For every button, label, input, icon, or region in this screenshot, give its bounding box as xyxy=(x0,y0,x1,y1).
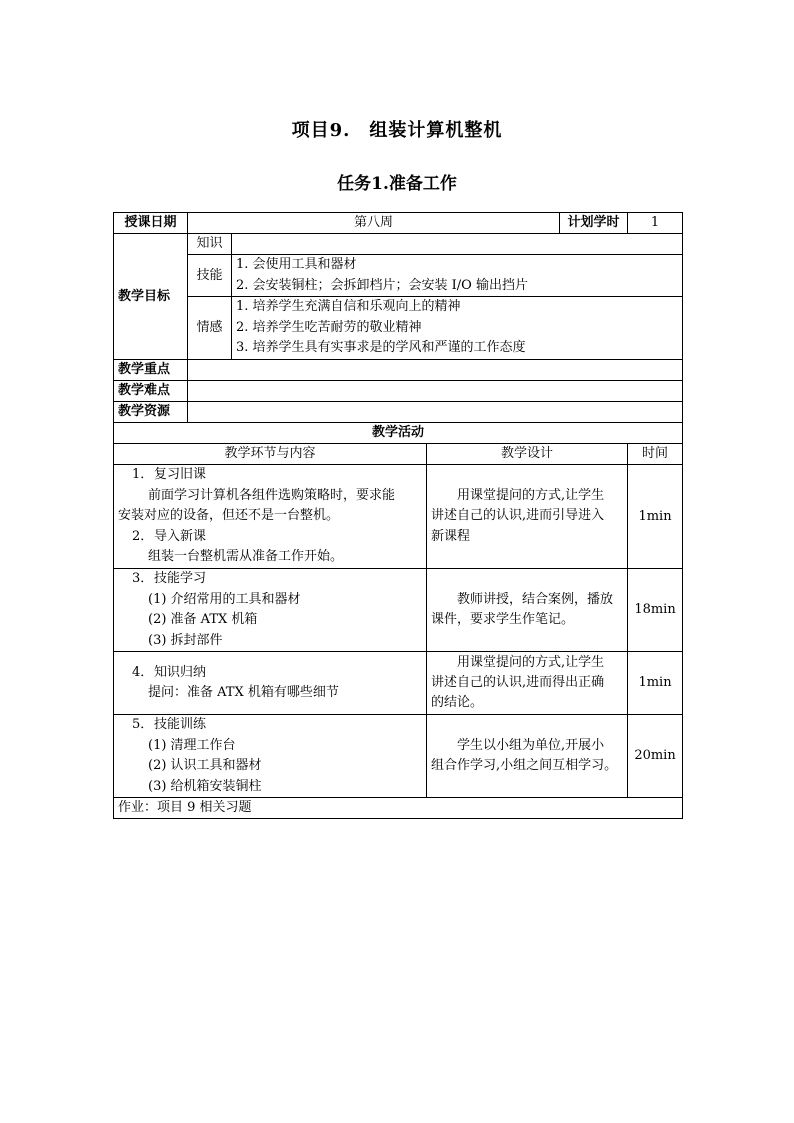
activity-time: 1min xyxy=(628,465,683,569)
activity-line: (2) 准备 ATX 机箱 xyxy=(148,612,258,627)
emotion-item: 1. 培养学生充满自信和乐观向上的精神 xyxy=(236,299,461,315)
activity-number: 3． xyxy=(132,571,154,586)
activity-line: (3) 给机箱安装铜柱 xyxy=(148,778,262,794)
activity-row xyxy=(114,652,683,715)
activity-line: (1) 清理工作台 xyxy=(148,737,236,753)
knowledge-label: 知识 xyxy=(188,234,232,255)
activity-content xyxy=(114,715,427,798)
resources-row xyxy=(114,402,683,423)
activity-line xyxy=(118,527,422,548)
difficulty-row xyxy=(114,381,683,402)
focus-label: 教学重点 xyxy=(114,360,188,381)
skill-label: 技能 xyxy=(188,255,232,297)
activity-number: 4． xyxy=(132,664,154,680)
focus-row xyxy=(114,360,683,381)
emotion-content xyxy=(232,297,683,360)
activity-content xyxy=(114,569,427,652)
design-line: 教师讲授，结合案例，播放 xyxy=(457,591,614,607)
homework-row xyxy=(114,798,683,819)
activity-design xyxy=(427,715,628,798)
design-line: 学生以小组为单位,开展小 xyxy=(457,737,605,753)
focus-content xyxy=(188,360,683,381)
activity-line xyxy=(118,715,422,736)
design-line: 讲述自己的认识,进而得出正确 xyxy=(431,674,605,690)
activities-title-row xyxy=(114,423,683,444)
skill-item: 1. 会使用工具和器材 xyxy=(236,257,357,272)
activity-time: 18min xyxy=(628,569,683,652)
column-time-header: 时间 xyxy=(628,444,683,465)
design-line: 课件，要求学生作笔记。 xyxy=(431,611,575,627)
column-design-header: 教学设计 xyxy=(427,444,628,465)
activity-content xyxy=(114,652,427,715)
activity-line xyxy=(118,465,422,486)
activity-heading: 技能学习 xyxy=(154,571,207,586)
activity-line: (1) 介绍常用的工具和器材 xyxy=(148,591,301,607)
design-line: 讲述自己的认识,进而引导进入 xyxy=(431,508,605,523)
homework: 作业：项目 9 相关习题 xyxy=(114,798,683,819)
activity-line: 前面学习计算机各组件选购策略时，要求能 xyxy=(148,487,396,503)
difficulty-content xyxy=(188,381,683,402)
emotion-item: 2. 培养学生吃苦耐劳的敬业精神 xyxy=(236,319,422,335)
activity-design xyxy=(427,652,628,715)
hours-value: 1 xyxy=(628,213,683,234)
activity-content xyxy=(114,465,427,569)
activity-line: 提问：准备 ATX 机箱有哪些细节 xyxy=(148,685,339,700)
activity-number: 5． xyxy=(132,717,154,732)
activity-line xyxy=(118,663,422,684)
header-row xyxy=(114,213,683,234)
activity-time: 1min xyxy=(628,652,683,715)
hours-label: 计划学时 xyxy=(560,213,628,234)
skill-content xyxy=(232,255,683,297)
activity-time: 20min xyxy=(628,715,683,798)
resources-label: 教学资源 xyxy=(114,402,188,423)
activity-row xyxy=(114,715,683,798)
goal-knowledge-row xyxy=(114,234,683,255)
activity-line: (2) 认识工具和器材 xyxy=(148,758,262,773)
activity-row xyxy=(114,569,683,652)
activity-number: 2． xyxy=(132,528,154,544)
date-value: 第八周 xyxy=(188,213,560,234)
resources-content xyxy=(188,402,683,423)
activity-heading: 导入新课 xyxy=(154,528,207,544)
page-title: 项目9. 组装计算机整机 xyxy=(291,120,503,141)
activity-row xyxy=(114,465,683,569)
emotion-item: 3. 培养学生具有实事求是的学风和严谨的工作态度 xyxy=(236,340,526,356)
column-content-header: 教学环节与内容 xyxy=(114,444,427,465)
design-line: 用课堂提问的方式,让学生 xyxy=(457,654,605,670)
goal-skill-row xyxy=(114,255,683,297)
activity-design xyxy=(427,569,628,652)
design-line: 的结论。 xyxy=(431,695,484,710)
design-line: 新课程 xyxy=(431,528,471,544)
column-header-row xyxy=(114,444,683,465)
skill-item: 2. 会安装铜柱；会拆卸档片；会安装 I/O 输出挡片 xyxy=(236,277,528,293)
knowledge-content xyxy=(232,234,683,255)
activity-heading: 知识归纳 xyxy=(154,664,207,680)
activity-heading: 复习旧课 xyxy=(154,467,207,483)
goals-label: 教学目标 xyxy=(114,234,188,360)
activity-number: 1． xyxy=(132,467,154,483)
activity-line: (3) 拆封部件 xyxy=(148,632,223,648)
design-line: 组合作学习,小组之间互相学习。 xyxy=(431,757,618,773)
activity-line xyxy=(118,569,422,590)
activities-title: 教学活动 xyxy=(114,423,683,444)
emotion-label: 情感 xyxy=(188,297,232,360)
difficulty-label: 教学难点 xyxy=(114,381,188,402)
page-subtitle: 任务1.准备工作 xyxy=(337,174,457,194)
activity-heading: 技能训练 xyxy=(154,717,207,732)
lesson-plan-table xyxy=(113,212,683,819)
goal-emotion-row xyxy=(114,297,683,360)
activity-line: 组装一台整机需从准备工作开始。 xyxy=(148,549,344,565)
date-label: 授课日期 xyxy=(114,213,188,234)
activity-line: 安装对应的设备，但还不是一台整机。 xyxy=(118,508,340,524)
design-line: 用课堂提问的方式,让学生 xyxy=(457,488,605,503)
activity-design xyxy=(427,465,628,569)
